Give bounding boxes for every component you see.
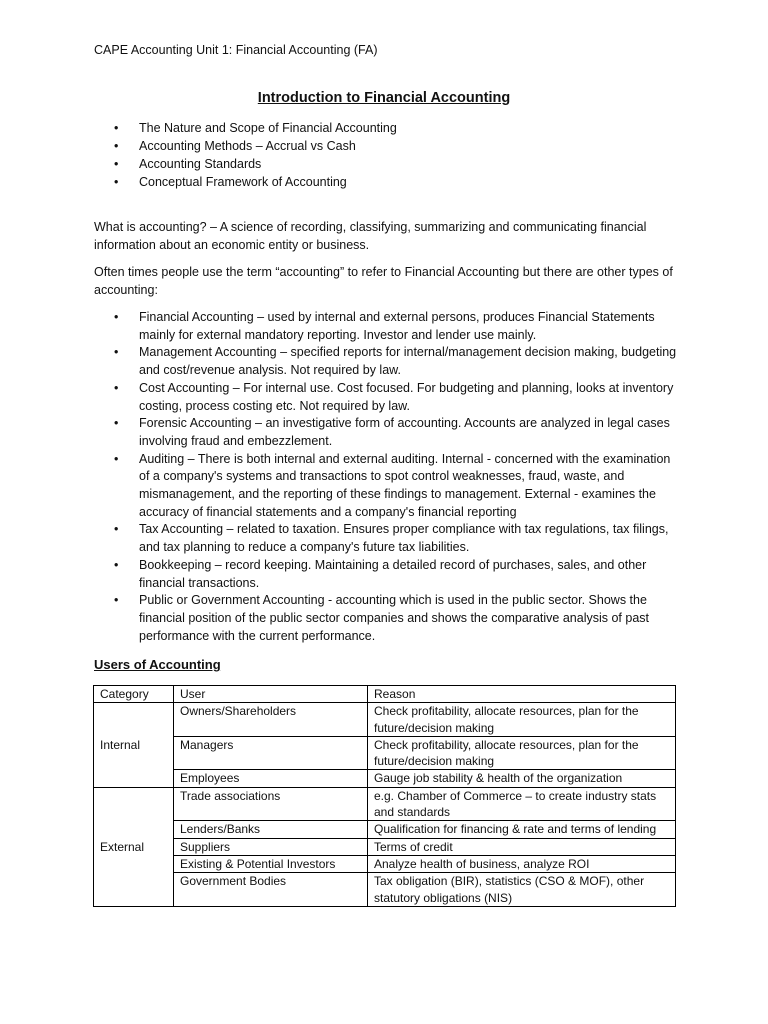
user-cell: Trade associations xyxy=(174,787,368,821)
header-category: Category xyxy=(94,686,174,703)
table-row xyxy=(94,873,676,907)
table-row xyxy=(94,703,676,737)
accounting-type-item xyxy=(114,309,682,344)
user-cell: Employees xyxy=(174,770,368,787)
bullet-icon: • xyxy=(114,310,119,324)
table-header-row xyxy=(94,686,676,703)
accounting-types-list xyxy=(114,309,682,645)
topics-list xyxy=(114,119,397,191)
accounting-type-item xyxy=(114,451,682,522)
topic-text: Accounting Methods – Accrual vs Cash xyxy=(139,139,356,153)
bullet-icon: • xyxy=(114,175,119,189)
accounting-type-text: Financial Accounting – used by internal and external persons, produces Financial Statements mainly for external mandatory reporting. Investor and lender use mainly. xyxy=(139,310,655,342)
bullet-icon: • xyxy=(114,451,119,466)
category-internal: Internal xyxy=(94,703,174,787)
accounting-type-item xyxy=(114,380,682,415)
user-cell: Lenders/Banks xyxy=(174,821,368,838)
topic-text: Conceptual Framework of Accounting xyxy=(139,175,347,189)
table-row xyxy=(94,770,676,787)
category-external: External xyxy=(94,787,174,906)
paragraph-types-intro: Often times people use the term “accounting” to refer to Financial Accounting but there are other types of accounting: xyxy=(94,265,673,297)
reason-cell: Gauge job stability & health of the organization xyxy=(368,770,676,787)
topic-text: Accounting Standards xyxy=(139,157,262,171)
accounting-type-text: Tax Accounting – related to taxation. Ensures proper compliance with tax regulations, tax filings, and tax planning to reduce a company's future tax liabilities. xyxy=(139,522,669,555)
table-row xyxy=(94,787,676,821)
reason-cell: Check profitability, allocate resources, plan for the future/decision making xyxy=(368,736,676,770)
user-cell: Managers xyxy=(174,736,368,770)
accounting-type-text: Forensic Accounting – an investigative form of accounting. Accounts are analyzed in legal cases involving fraud and embezzlement. xyxy=(139,416,670,448)
topic-item xyxy=(114,155,397,173)
accounting-type-item xyxy=(114,592,682,645)
topic-item xyxy=(114,173,397,191)
table-row xyxy=(94,855,676,872)
table-row xyxy=(94,736,676,770)
bullet-icon: • xyxy=(114,121,119,135)
reason-cell: Terms of credit xyxy=(368,838,676,855)
topic-item xyxy=(114,137,397,155)
bullet-icon: • xyxy=(114,380,119,395)
bullet-icon: • xyxy=(114,522,119,537)
accounting-type-text: Cost Accounting – For internal use. Cost focused. For budgeting and planning, looks at inventory costing, process costing etc. Not required by law. xyxy=(139,380,674,413)
users-of-accounting-heading: Users of Accounting xyxy=(94,657,221,672)
reason-cell: Check profitability, allocate resources, plan for the future/decision making xyxy=(368,703,676,737)
accounting-type-item xyxy=(114,557,682,592)
accounting-type-text: Management Accounting – specified reports for internal/management decision making, budgeting and cost/revenue analysis. Not required by law. xyxy=(139,345,677,378)
table-row xyxy=(94,821,676,838)
topic-text: The Nature and Scope of Financial Accounting xyxy=(139,121,397,135)
reason-cell: e.g. Chamber of Commerce – to create industry stats and standards xyxy=(368,787,676,821)
users-table xyxy=(93,685,676,907)
bullet-icon: • xyxy=(114,593,119,608)
user-cell: Government Bodies xyxy=(174,873,368,907)
accounting-type-text: Auditing – There is both internal and external auditing. Internal - concerned with the examination of a company's systems and transactions to spot control weaknesses, fraud, waste, and mismanagement, and the reporting of these findings to management. External - examines the accuracy of financial statements and a company's financial reporting xyxy=(139,451,671,519)
user-cell: Owners/Shareholders xyxy=(174,703,368,737)
reason-cell: Analyze health of business, analyze ROI xyxy=(368,855,676,872)
bullet-icon: • xyxy=(114,557,119,572)
document-title: Introduction to Financial Accounting xyxy=(257,90,511,106)
accounting-type-item xyxy=(114,521,682,556)
bullet-icon: • xyxy=(114,157,119,171)
accounting-type-item xyxy=(114,415,682,450)
document-header: CAPE Accounting Unit 1: Financial Accounting (FA) xyxy=(94,43,378,57)
bullet-icon: • xyxy=(114,416,119,431)
paragraph-what-is-accounting: What is accounting? – A science of recording, classifying, summarizing and communicating financial information about an economic entity or business. xyxy=(94,220,647,252)
bullet-icon: • xyxy=(114,345,119,360)
user-cell: Suppliers xyxy=(174,838,368,855)
topic-item xyxy=(114,119,397,137)
bullet-icon: • xyxy=(114,139,119,153)
table-row xyxy=(94,838,676,855)
accounting-type-text: Public or Government Accounting - accounting which is used in the public sector. Shows the financial position of the public sector companies and shows the comparative analysis of past performance with the current performance. xyxy=(139,593,650,643)
accounting-type-item xyxy=(114,344,682,379)
accounting-type-text: Bookkeeping – record keeping. Maintaining a detailed record of purchases, sales, and other financial transactions. xyxy=(139,557,647,590)
user-cell: Existing & Potential Investors xyxy=(174,855,368,872)
header-user: User xyxy=(174,686,368,703)
header-reason: Reason xyxy=(368,686,676,703)
reason-cell: Qualification for financing & rate and terms of lending xyxy=(368,821,676,838)
reason-cell: Tax obligation (BIR), statistics (CSO & MOF), other statutory obligations (NIS) xyxy=(368,873,676,907)
